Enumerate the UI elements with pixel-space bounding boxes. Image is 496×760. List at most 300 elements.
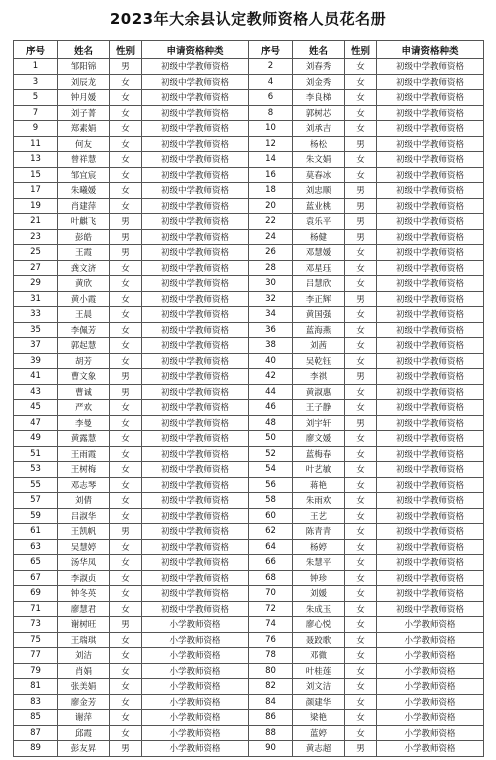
cert-type-cell: 初级中学教师资格 — [142, 229, 249, 245]
gender-cell: 女 — [345, 524, 377, 540]
gender-cell: 女 — [345, 508, 377, 524]
table-row — [14, 74, 484, 90]
gender-cell: 男 — [345, 229, 377, 245]
seq-cell: 14 — [249, 152, 293, 168]
seq-cell: 85 — [14, 710, 58, 726]
cert-type-cell: 初级中学教师资格 — [377, 338, 484, 354]
table-row — [14, 369, 484, 385]
seq-cell: 31 — [14, 291, 58, 307]
gender-cell: 男 — [110, 229, 142, 245]
cert-type-cell: 小学教师资格 — [142, 710, 249, 726]
cert-type-cell: 小学教师资格 — [377, 679, 484, 695]
seq-cell: 37 — [14, 338, 58, 354]
name-cell: 袁乐平 — [293, 214, 345, 230]
cert-type-cell: 初级中学教师资格 — [377, 121, 484, 137]
seq-cell: 50 — [249, 431, 293, 447]
name-cell: 曾祥慧 — [58, 152, 110, 168]
name-cell: 吴慧婷 — [58, 539, 110, 555]
gender-cell: 女 — [345, 121, 377, 137]
cert-type-cell: 小学教师资格 — [377, 710, 484, 726]
table-row — [14, 338, 484, 354]
seq-cell: 83 — [14, 694, 58, 710]
cert-type-cell: 初级中学教师资格 — [377, 59, 484, 75]
gender-cell: 男 — [110, 741, 142, 757]
cert-type-cell: 初级中学教师资格 — [142, 276, 249, 292]
name-cell: 刘承吉 — [293, 121, 345, 137]
seq-cell: 5 — [14, 90, 58, 106]
cert-type-cell: 初级中学教师资格 — [142, 307, 249, 323]
name-cell: 谢萍 — [58, 710, 110, 726]
gender-cell: 女 — [345, 694, 377, 710]
name-cell: 严欢 — [58, 400, 110, 416]
gender-cell: 女 — [110, 725, 142, 741]
table-row — [14, 431, 484, 447]
name-cell: 梁艳 — [293, 710, 345, 726]
name-cell: 彭皓 — [58, 229, 110, 245]
name-cell: 王子静 — [293, 400, 345, 416]
seq-cell: 69 — [14, 586, 58, 602]
name-cell: 邓志琴 — [58, 477, 110, 493]
seq-cell: 89 — [14, 741, 58, 757]
gender-cell: 女 — [110, 198, 142, 214]
gender-cell: 女 — [345, 431, 377, 447]
gender-cell: 女 — [110, 400, 142, 416]
seq-cell: 70 — [249, 586, 293, 602]
table-row — [14, 276, 484, 292]
name-cell: 朱慧平 — [293, 555, 345, 571]
seq-cell: 38 — [249, 338, 293, 354]
seq-cell: 23 — [14, 229, 58, 245]
cert-type-cell: 初级中学教师资格 — [142, 493, 249, 509]
seq-cell: 59 — [14, 508, 58, 524]
seq-cell: 6 — [249, 90, 293, 106]
table-row — [14, 105, 484, 121]
cert-type-cell: 初级中学教师资格 — [377, 198, 484, 214]
name-cell: 蒋艳 — [293, 477, 345, 493]
gender-cell: 女 — [110, 338, 142, 354]
seq-cell: 16 — [249, 167, 293, 183]
gender-cell: 女 — [345, 59, 377, 75]
cert-type-cell: 初级中学教师资格 — [377, 431, 484, 447]
gender-cell: 女 — [345, 353, 377, 369]
cert-type-cell: 初级中学教师资格 — [377, 136, 484, 152]
seq-cell: 77 — [14, 648, 58, 664]
name-cell: 何友 — [58, 136, 110, 152]
table-row — [14, 586, 484, 602]
table-row — [14, 136, 484, 152]
table-row — [14, 167, 484, 183]
name-cell: 张美娟 — [58, 679, 110, 695]
seq-cell: 27 — [14, 260, 58, 276]
seq-cell: 65 — [14, 555, 58, 571]
gender-cell: 女 — [345, 617, 377, 633]
seq-cell: 34 — [249, 307, 293, 323]
table-row — [14, 415, 484, 431]
cert-type-cell: 初级中学教师资格 — [142, 291, 249, 307]
seq-cell: 9 — [14, 121, 58, 137]
seq-cell: 60 — [249, 508, 293, 524]
gender-cell: 女 — [110, 648, 142, 664]
name-cell: 蓝海燕 — [293, 322, 345, 338]
gender-cell: 女 — [110, 431, 142, 447]
name-cell: 李正辉 — [293, 291, 345, 307]
name-cell: 郭树芯 — [293, 105, 345, 121]
name-cell: 黄小霞 — [58, 291, 110, 307]
table-row — [14, 632, 484, 648]
table-row — [14, 90, 484, 106]
cert-type-cell: 小学教师资格 — [142, 648, 249, 664]
name-cell: 吕慧欣 — [293, 276, 345, 292]
seq-cell: 61 — [14, 524, 58, 540]
cert-type-cell: 初级中学教师资格 — [142, 384, 249, 400]
gender-cell: 男 — [110, 617, 142, 633]
cert-type-cell: 初级中学教师资格 — [142, 167, 249, 183]
seq-cell: 58 — [249, 493, 293, 509]
gender-cell: 女 — [110, 508, 142, 524]
gender-cell: 女 — [345, 663, 377, 679]
table-row — [14, 446, 484, 462]
cert-type-cell: 初级中学教师资格 — [142, 105, 249, 121]
cert-type-cell: 初级中学教师资格 — [377, 555, 484, 571]
seq-cell: 40 — [249, 353, 293, 369]
cert-type-cell: 初级中学教师资格 — [142, 74, 249, 90]
gender-cell: 女 — [110, 632, 142, 648]
cert-type-cell: 小学教师资格 — [377, 694, 484, 710]
gender-cell: 男 — [110, 384, 142, 400]
name-cell: 黄露慧 — [58, 431, 110, 447]
name-cell: 郭起慧 — [58, 338, 110, 354]
seq-cell: 26 — [249, 245, 293, 261]
gender-cell: 女 — [110, 477, 142, 493]
seq-cell: 87 — [14, 725, 58, 741]
name-cell: 朱成玉 — [293, 601, 345, 617]
gender-cell: 女 — [345, 400, 377, 416]
name-cell: 陈青青 — [293, 524, 345, 540]
seq-cell: 62 — [249, 524, 293, 540]
cert-type-cell: 初级中学教师资格 — [142, 508, 249, 524]
gender-cell: 女 — [345, 462, 377, 478]
name-cell: 刘文洁 — [293, 679, 345, 695]
cert-type-cell: 小学教师资格 — [142, 617, 249, 633]
gender-cell: 男 — [345, 214, 377, 230]
name-cell: 胡芳 — [58, 353, 110, 369]
seq-cell: 25 — [14, 245, 58, 261]
cert-type-cell: 初级中学教师资格 — [142, 90, 249, 106]
name-cell: 汤华凤 — [58, 555, 110, 571]
name-cell: 王凯帆 — [58, 524, 110, 540]
gender-cell: 女 — [345, 338, 377, 354]
cert-type-cell: 初级中学教师资格 — [377, 384, 484, 400]
seq-cell: 36 — [249, 322, 293, 338]
name-cell: 钟冬英 — [58, 586, 110, 602]
gender-cell: 女 — [345, 586, 377, 602]
gender-cell: 男 — [110, 245, 142, 261]
name-cell: 邱霞 — [58, 725, 110, 741]
gender-cell: 女 — [345, 493, 377, 509]
seq-cell: 47 — [14, 415, 58, 431]
name-cell: 蓝梅春 — [293, 446, 345, 462]
seq-cell: 51 — [14, 446, 58, 462]
col-header-name: 姓名 — [293, 41, 345, 59]
seq-cell: 10 — [249, 121, 293, 137]
seq-cell: 76 — [249, 632, 293, 648]
gender-cell: 女 — [345, 632, 377, 648]
table-row — [14, 508, 484, 524]
seq-cell: 44 — [249, 384, 293, 400]
gender-cell: 女 — [110, 136, 142, 152]
seq-cell: 20 — [249, 198, 293, 214]
cert-type-cell: 初级中学教师资格 — [142, 462, 249, 478]
seq-cell: 75 — [14, 632, 58, 648]
seq-cell: 15 — [14, 167, 58, 183]
gender-cell: 女 — [110, 183, 142, 199]
gender-cell: 女 — [345, 74, 377, 90]
seq-cell: 79 — [14, 663, 58, 679]
cert-type-cell: 初级中学教师资格 — [377, 260, 484, 276]
name-cell: 刘辰龙 — [58, 74, 110, 90]
name-cell: 肖建萍 — [58, 198, 110, 214]
cert-type-cell: 初级中学教师资格 — [142, 477, 249, 493]
cert-type-cell: 初级中学教师资格 — [377, 322, 484, 338]
gender-cell: 女 — [345, 539, 377, 555]
seq-cell: 35 — [14, 322, 58, 338]
cert-type-cell: 初级中学教师资格 — [377, 570, 484, 586]
table-row — [14, 725, 484, 741]
header-row — [14, 41, 484, 59]
cert-type-cell: 初级中学教师资格 — [377, 74, 484, 90]
gender-cell: 女 — [110, 105, 142, 121]
name-cell: 钟珍 — [293, 570, 345, 586]
table-row — [14, 353, 484, 369]
gender-cell: 女 — [110, 152, 142, 168]
cert-type-cell: 初级中学教师资格 — [377, 214, 484, 230]
col-header-name: 姓名 — [58, 41, 110, 59]
seq-cell: 2 — [249, 59, 293, 75]
name-cell: 朱雨欢 — [293, 493, 345, 509]
seq-cell: 82 — [249, 679, 293, 695]
cert-type-cell: 初级中学教师资格 — [142, 431, 249, 447]
name-cell: 王艺 — [293, 508, 345, 524]
seq-cell: 73 — [14, 617, 58, 633]
seq-cell: 17 — [14, 183, 58, 199]
table-row — [14, 601, 484, 617]
cert-type-cell: 初级中学教师资格 — [377, 229, 484, 245]
gender-cell: 女 — [110, 462, 142, 478]
name-cell: 李淑贞 — [58, 570, 110, 586]
gender-cell: 男 — [345, 183, 377, 199]
name-cell: 叶桂莲 — [293, 663, 345, 679]
gender-cell: 女 — [110, 322, 142, 338]
seq-cell: 67 — [14, 570, 58, 586]
cert-type-cell: 小学教师资格 — [142, 663, 249, 679]
table-row — [14, 214, 484, 230]
name-cell: 曹文象 — [58, 369, 110, 385]
cert-type-cell: 小学教师资格 — [377, 741, 484, 757]
gender-cell: 女 — [345, 260, 377, 276]
name-cell: 廖慧君 — [58, 601, 110, 617]
gender-cell: 女 — [345, 307, 377, 323]
table-row — [14, 524, 484, 540]
cert-type-cell: 初级中学教师资格 — [377, 183, 484, 199]
name-cell: 李曼 — [58, 415, 110, 431]
gender-cell: 女 — [110, 601, 142, 617]
gender-cell: 女 — [110, 555, 142, 571]
cert-type-cell: 初级中学教师资格 — [142, 121, 249, 137]
gender-cell: 女 — [110, 307, 142, 323]
gender-cell: 女 — [345, 384, 377, 400]
name-cell: 邹宜宸 — [58, 167, 110, 183]
seq-cell: 42 — [249, 369, 293, 385]
col-header-seq: 序号 — [249, 41, 293, 59]
page-title: 2023年大余县认定教师资格人员花名册 — [109, 10, 387, 28]
gender-cell: 女 — [345, 446, 377, 462]
seq-cell: 88 — [249, 725, 293, 741]
seq-cell: 1 — [14, 59, 58, 75]
gender-cell: 女 — [345, 322, 377, 338]
gender-cell: 女 — [110, 663, 142, 679]
seq-cell: 72 — [249, 601, 293, 617]
gender-cell: 女 — [345, 710, 377, 726]
cert-type-cell: 初级中学教师资格 — [377, 353, 484, 369]
seq-cell: 56 — [249, 477, 293, 493]
seq-cell: 19 — [14, 198, 58, 214]
cert-type-cell: 初级中学教师资格 — [142, 586, 249, 602]
table-row — [14, 322, 484, 338]
seq-cell: 48 — [249, 415, 293, 431]
cert-type-cell: 初级中学教师资格 — [377, 291, 484, 307]
cert-type-cell: 初级中学教师资格 — [142, 152, 249, 168]
name-cell: 龚文济 — [58, 260, 110, 276]
name-cell: 邓慧媛 — [293, 245, 345, 261]
roster-table — [13, 40, 484, 757]
table-row — [14, 539, 484, 555]
gender-cell: 女 — [345, 90, 377, 106]
cert-type-cell: 初级中学教师资格 — [377, 152, 484, 168]
cert-type-cell: 初级中学教师资格 — [142, 353, 249, 369]
seq-cell: 86 — [249, 710, 293, 726]
gender-cell: 女 — [345, 725, 377, 741]
seq-cell: 43 — [14, 384, 58, 400]
cert-type-cell: 小学教师资格 — [377, 648, 484, 664]
col-header-cert-type: 申请资格种类 — [377, 41, 484, 59]
name-cell: 曹诚 — [58, 384, 110, 400]
cert-type-cell: 初级中学教师资格 — [142, 198, 249, 214]
table-row — [14, 291, 484, 307]
table-row — [14, 183, 484, 199]
seq-cell: 71 — [14, 601, 58, 617]
cert-type-cell: 初级中学教师资格 — [377, 105, 484, 121]
seq-cell: 21 — [14, 214, 58, 230]
name-cell: 颜建华 — [293, 694, 345, 710]
table-row — [14, 462, 484, 478]
name-cell: 莫春冰 — [293, 167, 345, 183]
gender-cell: 女 — [345, 477, 377, 493]
seq-cell: 28 — [249, 260, 293, 276]
cert-type-cell: 初级中学教师资格 — [377, 477, 484, 493]
cert-type-cell: 小学教师资格 — [142, 725, 249, 741]
name-cell: 邓微 — [293, 648, 345, 664]
table-row — [14, 694, 484, 710]
name-cell: 廖文媛 — [293, 431, 345, 447]
seq-cell: 57 — [14, 493, 58, 509]
cert-type-cell: 初级中学教师资格 — [142, 415, 249, 431]
name-cell: 杨健 — [293, 229, 345, 245]
cert-type-cell: 初级中学教师资格 — [142, 601, 249, 617]
cert-type-cell: 初级中学教师资格 — [377, 586, 484, 602]
name-cell: 钟月媛 — [58, 90, 110, 106]
cert-type-cell: 初级中学教师资格 — [377, 245, 484, 261]
cert-type-cell: 初级中学教师资格 — [377, 415, 484, 431]
table-row — [14, 384, 484, 400]
name-cell: 邹阳锦 — [58, 59, 110, 75]
gender-cell: 男 — [110, 369, 142, 385]
gender-cell: 女 — [345, 570, 377, 586]
name-cell: 廖金芳 — [58, 694, 110, 710]
seq-cell: 41 — [14, 369, 58, 385]
seq-cell: 68 — [249, 570, 293, 586]
table-row — [14, 307, 484, 323]
cert-type-cell: 初级中学教师资格 — [142, 570, 249, 586]
table-row — [14, 663, 484, 679]
cert-type-cell: 初级中学教师资格 — [142, 400, 249, 416]
seq-cell: 11 — [14, 136, 58, 152]
gender-cell: 女 — [345, 276, 377, 292]
cert-type-cell: 小学教师资格 — [142, 679, 249, 695]
cert-type-cell: 初级中学教师资格 — [142, 214, 249, 230]
seq-cell: 78 — [249, 648, 293, 664]
seq-cell: 80 — [249, 663, 293, 679]
gender-cell: 男 — [345, 136, 377, 152]
name-cell: 刘倩 — [58, 493, 110, 509]
cert-type-cell: 初级中学教师资格 — [377, 400, 484, 416]
gender-cell: 女 — [110, 539, 142, 555]
table-row — [14, 741, 484, 757]
cert-type-cell: 初级中学教师资格 — [142, 524, 249, 540]
seq-cell: 13 — [14, 152, 58, 168]
name-cell: 彭友昇 — [58, 741, 110, 757]
gender-cell: 女 — [110, 679, 142, 695]
seq-cell: 84 — [249, 694, 293, 710]
seq-cell: 49 — [14, 431, 58, 447]
gender-cell: 女 — [110, 167, 142, 183]
seq-cell: 29 — [14, 276, 58, 292]
name-cell: 黄志超 — [293, 741, 345, 757]
gender-cell: 男 — [110, 59, 142, 75]
name-cell: 杨婷 — [293, 539, 345, 555]
cert-type-cell: 初级中学教师资格 — [142, 555, 249, 571]
cert-type-cell: 小学教师资格 — [142, 694, 249, 710]
gender-cell: 女 — [345, 245, 377, 261]
name-cell: 郑素娟 — [58, 121, 110, 137]
gender-cell: 女 — [345, 555, 377, 571]
name-cell: 朱文娟 — [293, 152, 345, 168]
gender-cell: 女 — [345, 601, 377, 617]
table-row — [14, 679, 484, 695]
seq-cell: 33 — [14, 307, 58, 323]
gender-cell: 女 — [110, 493, 142, 509]
cert-type-cell: 初级中学教师资格 — [142, 59, 249, 75]
table-row — [14, 477, 484, 493]
cert-type-cell: 初级中学教师资格 — [377, 508, 484, 524]
gender-cell: 女 — [110, 291, 142, 307]
table-row — [14, 198, 484, 214]
name-cell: 朱曦媛 — [58, 183, 110, 199]
name-cell: 王晨 — [58, 307, 110, 323]
gender-cell: 女 — [110, 74, 142, 90]
cert-type-cell: 小学教师资格 — [142, 741, 249, 757]
name-cell: 吴乾钰 — [293, 353, 345, 369]
gender-cell: 男 — [110, 214, 142, 230]
